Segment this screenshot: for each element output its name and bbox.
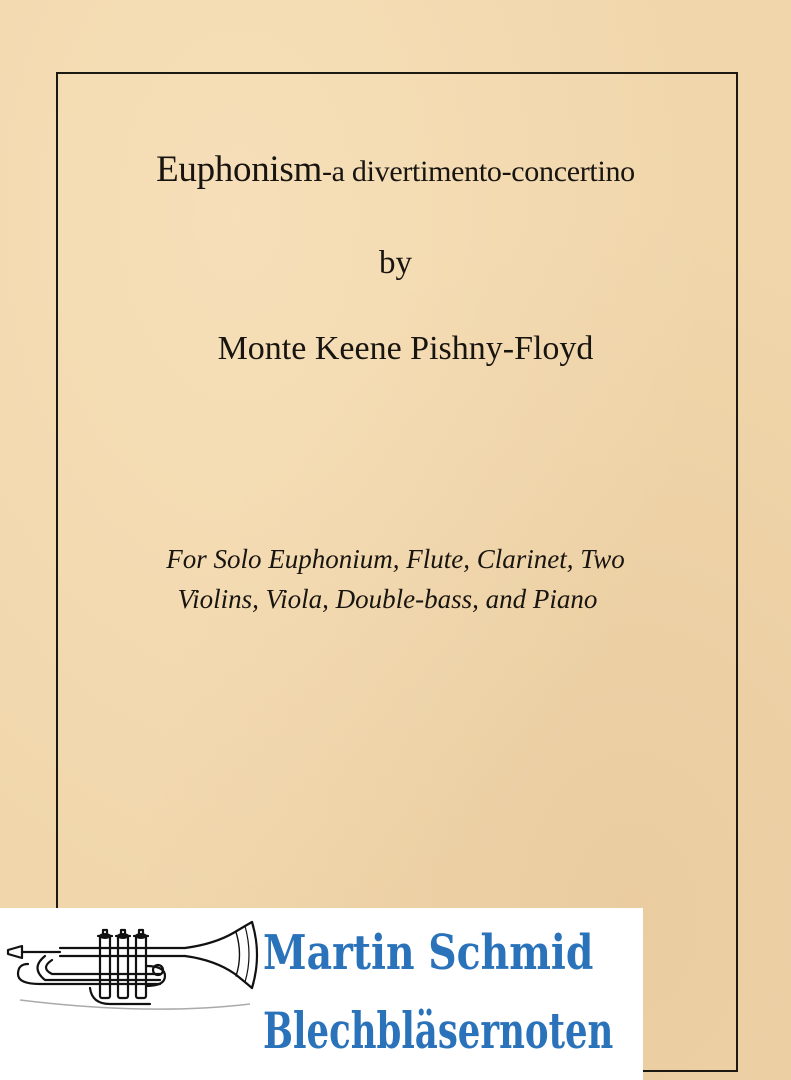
instrumentation-line-2: Violins, Viola, Double-bass, and Piano bbox=[177, 584, 598, 614]
by-line: by bbox=[379, 245, 412, 281]
cover-title bbox=[0, 148, 791, 191]
title-subtitle: -a divertimento-concertino bbox=[321, 155, 635, 188]
title-main: Euphonism bbox=[156, 149, 322, 190]
logo-line-1: Martin Schmid bbox=[263, 925, 594, 981]
logo-line-2: Blechbläsernoten bbox=[263, 1001, 614, 1060]
instrumentation-line-1: For Solo Euphonium, Flute, Clarinet, Two bbox=[166, 544, 625, 574]
publisher-logo bbox=[0, 908, 643, 1080]
composer-name: Monte Keene Pishny-Floyd bbox=[217, 330, 594, 367]
